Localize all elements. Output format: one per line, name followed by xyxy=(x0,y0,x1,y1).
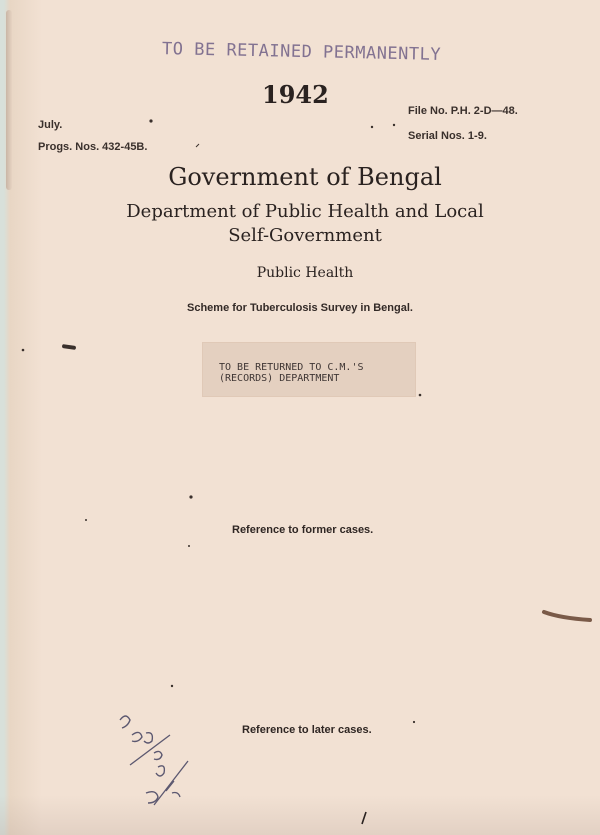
serial-numbers: Serial Nos. 1-9. xyxy=(408,130,487,142)
department-line-1: Department of Public Health and Local xyxy=(126,201,484,222)
retain-permanently-stamp: TO BE RETAINED PERMANENTLY xyxy=(161,39,442,65)
proceedings-numbers: Progs. Nos. 432-45B. xyxy=(38,141,148,153)
former-cases-reference: Reference to former cases. xyxy=(232,524,374,536)
return-label-line-1: TO BE RETURNED TO C.M.'S xyxy=(219,362,364,373)
handwritten-annotation xyxy=(110,705,200,810)
month-label: July. xyxy=(38,119,63,131)
branch-title: Public Health xyxy=(256,265,354,281)
department-line-2: Self-Government xyxy=(228,225,382,246)
document-year: 1942 xyxy=(262,80,329,109)
file-number: File No. P.H. 2-D—48. xyxy=(408,105,518,117)
return-label-line-2: (RECORDS) DEPARTMENT xyxy=(219,373,340,384)
subject-line: Scheme for Tuberculosis Survey in Bengal. xyxy=(187,302,413,314)
later-cases-reference: Reference to later cases. xyxy=(242,724,372,736)
government-title: Government of Bengal xyxy=(168,163,442,191)
